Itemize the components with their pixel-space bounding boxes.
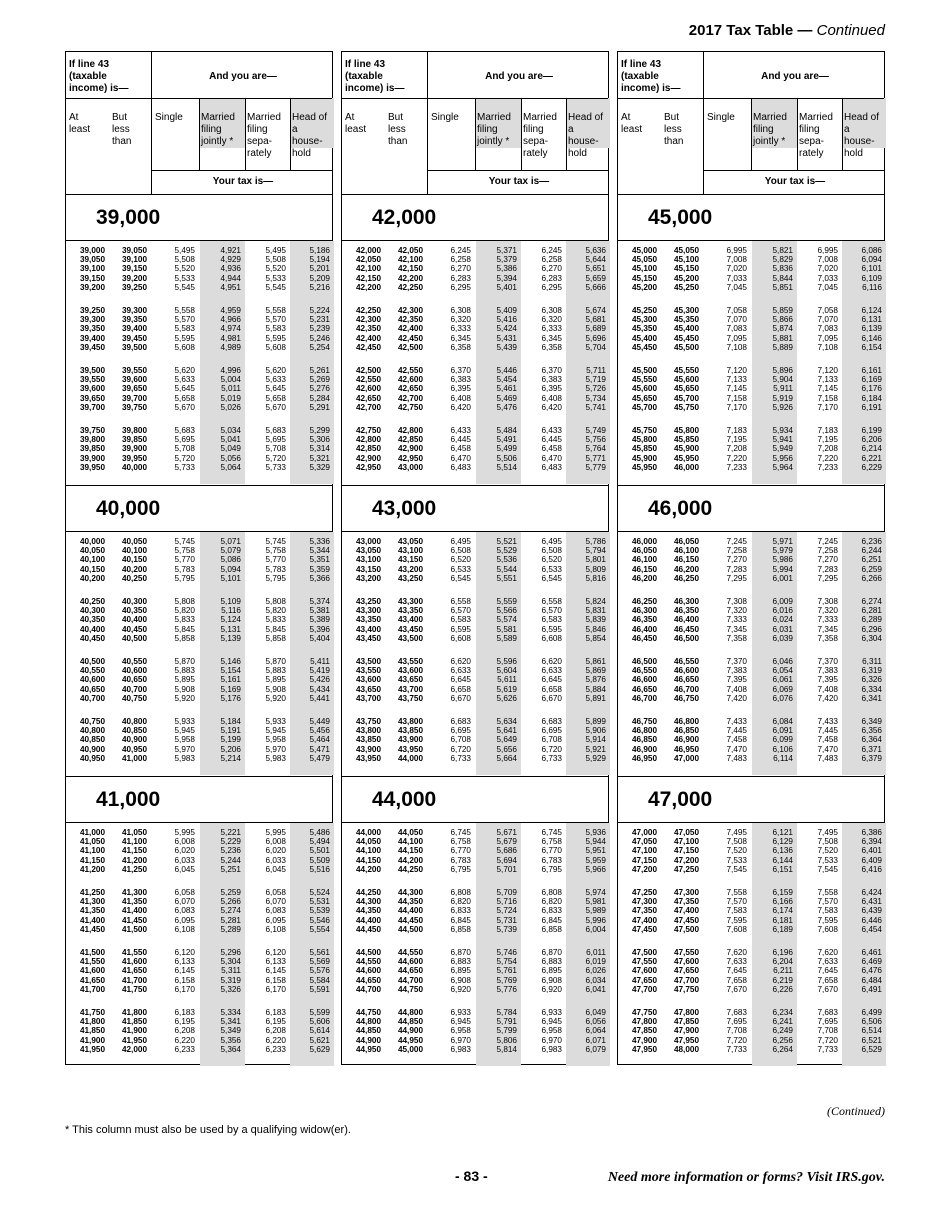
table-row: 39,200 39,250 5,545 4,951 5,545 5,216 [79, 282, 330, 292]
table-row: 43,800 43,850 6,695 5,641 6,695 5,906 [355, 726, 606, 736]
head-of-household-label: Head of a house- hold [568, 112, 604, 159]
table-row: 46,700 46,750 7,420 6,076 7,420 6,341 [631, 693, 882, 703]
table-row: 43,350 43,400 6,583 5,574 6,583 5,839 [355, 615, 606, 625]
table-row: 46,850 46,900 7,458 6,099 7,458 6,364 [631, 735, 882, 745]
page-number: - 83 - [455, 1168, 488, 1184]
table-row: 46,800 46,850 7,445 6,091 7,445 6,356 [631, 726, 882, 736]
table-row: 45,500 45,550 7,120 5,896 7,120 6,161 [631, 366, 882, 375]
your-tax-label: Your tax is— [212, 176, 274, 187]
table-row: 47,400 47,450 7,595 6,181 7,595 6,446 [631, 915, 882, 925]
table-row: 45,550 45,600 7,133 5,904 7,133 6,169 [631, 375, 882, 385]
table-row: 39,650 39,700 5,658 5,019 5,658 5,284 [79, 393, 330, 403]
table-row: 46,600 46,650 7,395 6,061 7,395 6,326 [631, 675, 882, 685]
table-row: 47,100 47,150 7,520 6,136 7,520 6,401 [631, 846, 882, 856]
table-row: 41,800 41,850 6,195 5,341 6,195 5,606 [79, 1017, 330, 1027]
tax-table-column [617, 51, 885, 1065]
table-row: 46,450 46,500 7,358 6,039 7,358 6,304 [631, 633, 882, 643]
and-you-are-label: And you are— [485, 71, 553, 82]
table-row: 41,750 41,800 6,183 5,334 6,183 5,599 [79, 1008, 330, 1017]
table-row: 46,000 46,050 7,245 5,971 7,245 6,236 [631, 537, 882, 546]
table-row: 47,150 47,200 7,533 6,144 7,533 6,409 [631, 855, 882, 865]
table-row: 42,500 42,550 6,370 5,446 6,370 5,711 [355, 366, 606, 375]
table-row: 41,450 41,500 6,108 5,289 6,108 5,554 [79, 924, 330, 934]
table-row: 45,850 45,900 7,208 5,949 7,208 6,214 [631, 444, 882, 454]
table-row: 42,250 42,300 6,308 5,409 6,308 5,674 [355, 306, 606, 315]
table-row: 44,300 44,350 6,820 5,716 6,820 5,981 [355, 897, 606, 907]
table-row: 47,300 47,350 7,570 6,166 7,570 6,431 [631, 897, 882, 907]
income-section [342, 195, 608, 486]
table-row: 41,250 41,300 6,058 5,259 6,058 5,524 [79, 888, 330, 897]
table-row: 43,550 43,600 6,633 5,604 6,633 5,869 [355, 666, 606, 676]
table-row: 40,250 40,300 5,808 5,109 5,808 5,374 [79, 597, 330, 606]
table-row: 45,700 45,750 7,170 5,926 7,170 6,191 [631, 402, 882, 412]
head-of-household-label: Head of a house- hold [844, 112, 880, 159]
table-row: 41,850 41,900 6,208 5,349 6,208 5,614 [79, 1026, 330, 1036]
but-less-label: But less than [388, 112, 408, 147]
table-row: 44,700 44,750 6,920 5,776 6,920 6,041 [355, 984, 606, 994]
table-row: 46,550 46,600 7,383 6,054 7,383 6,319 [631, 666, 882, 676]
table-row: 42,950 43,000 6,483 5,514 6,483 5,779 [355, 462, 606, 472]
table-row: 46,150 46,200 7,283 5,994 7,283 6,259 [631, 564, 882, 574]
column-header [66, 52, 332, 195]
at-least-label: At least [69, 112, 91, 135]
but-less-label: But less than [112, 112, 132, 147]
table-row: 45,900 45,950 7,220 5,956 7,220 6,221 [631, 453, 882, 463]
table-row: 39,150 39,200 5,533 4,944 5,533 5,209 [79, 273, 330, 283]
table-row: 39,800 39,850 5,695 5,041 5,695 5,306 [79, 435, 330, 445]
footnote: * This column must also be used by a qualifying widow(er). [65, 1124, 351, 1136]
single-label: Single [155, 112, 183, 123]
column-header [618, 52, 884, 195]
section-title: 41,000 [66, 777, 332, 823]
tax-table-column [65, 51, 333, 1065]
table-row: 43,400 43,450 6,595 5,581 6,595 5,846 [355, 624, 606, 634]
income-section [618, 486, 884, 777]
but-less-label: But less than [664, 112, 684, 147]
table-row: 42,450 42,500 6,358 5,439 6,358 5,704 [355, 342, 606, 352]
income-section [342, 777, 608, 1067]
table-row: 43,000 43,050 6,495 5,521 6,495 5,786 [355, 537, 606, 546]
table-row: 39,550 39,600 5,633 5,004 5,633 5,269 [79, 375, 330, 385]
table-row: 41,300 41,350 6,070 5,266 6,070 5,531 [79, 897, 330, 907]
table-row: 42,600 42,650 6,395 5,461 6,395 5,726 [355, 384, 606, 394]
section-title: 46,000 [618, 486, 884, 532]
table-row: 39,900 39,950 5,720 5,056 5,720 5,321 [79, 453, 330, 463]
table-row: 46,500 46,550 7,370 6,046 7,370 6,311 [631, 657, 882, 666]
page-header [689, 22, 885, 39]
table-row: 42,800 42,850 6,445 5,491 6,445 5,756 [355, 435, 606, 445]
table-row: 44,850 44,900 6,958 5,799 6,958 6,064 [355, 1026, 606, 1036]
table-row: 45,450 45,500 7,108 5,889 7,108 6,154 [631, 342, 882, 352]
and-you-are-label: And you are— [209, 71, 277, 82]
table-row: 43,900 43,950 6,720 5,656 6,720 5,921 [355, 744, 606, 754]
table-row: 44,650 44,700 6,908 5,769 6,908 6,034 [355, 975, 606, 985]
table-row: 46,400 46,450 7,345 6,031 7,345 6,296 [631, 624, 882, 634]
table-row: 42,100 42,150 6,270 5,386 6,270 5,651 [355, 264, 606, 274]
table-row: 41,550 41,600 6,133 5,304 6,133 5,569 [79, 957, 330, 967]
table-row: 42,650 42,700 6,408 5,469 6,408 5,734 [355, 393, 606, 403]
table-row: 40,600 40,650 5,895 5,161 5,895 5,426 [79, 675, 330, 685]
table-row: 40,900 40,950 5,970 5,206 5,970 5,471 [79, 744, 330, 754]
table-row: 45,100 45,150 7,020 5,836 7,020 6,101 [631, 264, 882, 274]
income-section [342, 486, 608, 777]
table-row: 40,500 40,550 5,870 5,146 5,870 5,411 [79, 657, 330, 666]
table-row: 45,350 45,400 7,083 5,874 7,083 6,139 [631, 324, 882, 334]
table-row: 45,250 45,300 7,058 5,859 7,058 6,124 [631, 306, 882, 315]
and-you-are-label: And you are— [761, 71, 829, 82]
table-row: 44,900 44,950 6,970 5,806 6,970 6,071 [355, 1035, 606, 1045]
table-row: 47,650 47,700 7,658 6,219 7,658 6,484 [631, 975, 882, 985]
table-row: 46,100 46,150 7,270 5,986 7,270 6,251 [631, 555, 882, 565]
table-row: 40,700 40,750 5,920 5,176 5,920 5,441 [79, 693, 330, 703]
table-title-continued: Continued [816, 22, 885, 39]
married-jointly-label: Married filing jointly * [477, 112, 511, 147]
table-row: 42,550 42,600 6,383 5,454 6,383 5,719 [355, 375, 606, 385]
table-row: 40,400 40,450 5,845 5,131 5,845 5,396 [79, 624, 330, 634]
table-row: 39,700 39,750 5,670 5,026 5,670 5,291 [79, 402, 330, 412]
table-row: 43,450 43,500 6,608 5,589 6,608 5,854 [355, 633, 606, 643]
section-title: 44,000 [342, 777, 608, 823]
table-row: 39,450 39,500 5,608 4,989 5,608 5,254 [79, 342, 330, 352]
table-row: 44,050 44,100 6,758 5,679 6,758 5,944 [355, 837, 606, 847]
table-row: 39,000 39,050 5,495 4,921 5,495 5,186 [79, 246, 330, 255]
table-row: 39,400 39,450 5,595 4,981 5,595 5,246 [79, 333, 330, 343]
table-row: 42,200 42,250 6,295 5,401 6,295 5,666 [355, 282, 606, 292]
table-row: 39,050 39,100 5,508 4,929 5,508 5,194 [79, 255, 330, 265]
table-row: 40,550 40,600 5,883 5,154 5,883 5,419 [79, 666, 330, 676]
table-row: 46,200 46,250 7,295 6,001 7,295 6,266 [631, 573, 882, 583]
table-row: 41,050 41,100 6,008 5,229 6,008 5,494 [79, 837, 330, 847]
income-section [66, 777, 332, 1067]
table-title: 2017 Tax Table — [688, 22, 817, 39]
if-line-label: If line 43 (taxable income) is— [621, 59, 681, 94]
table-row: 41,100 41,150 6,020 5,236 6,020 5,501 [79, 846, 330, 856]
table-row: 43,850 43,900 6,708 5,649 6,708 5,914 [355, 735, 606, 745]
section-title: 42,000 [342, 195, 608, 241]
table-row: 40,350 40,400 5,833 5,124 5,833 5,389 [79, 615, 330, 625]
table-row: 47,600 47,650 7,645 6,211 7,645 6,476 [631, 966, 882, 976]
table-row: 39,950 40,000 5,733 5,064 5,733 5,329 [79, 462, 330, 472]
table-row: 45,000 45,050 6,995 5,821 6,995 6,086 [631, 246, 882, 255]
table-row: 46,750 46,800 7,433 6,084 7,433 6,349 [631, 717, 882, 726]
table-row: 41,000 41,050 5,995 5,221 5,995 5,486 [79, 828, 330, 837]
table-row: 40,950 41,000 5,983 5,214 5,983 5,479 [79, 753, 330, 763]
table-row: 40,000 40,050 5,745 5,071 5,745 5,336 [79, 537, 330, 546]
table-row: 44,100 44,150 6,770 5,686 6,770 5,951 [355, 846, 606, 856]
tax-table-column [341, 51, 609, 1065]
income-section [66, 195, 332, 486]
table-row: 47,000 47,050 7,495 6,121 7,495 6,386 [631, 828, 882, 837]
your-tax-label: Your tax is— [488, 176, 550, 187]
income-section [618, 195, 884, 486]
table-row: 41,500 41,550 6,120 5,296 6,120 5,561 [79, 948, 330, 957]
married-jointly-label: Married filing jointly * [753, 112, 787, 147]
table-row: 39,850 39,900 5,708 5,049 5,708 5,314 [79, 444, 330, 454]
table-row: 44,600 44,650 6,895 5,761 6,895 6,026 [355, 966, 606, 976]
table-row: 45,150 45,200 7,033 5,844 7,033 6,109 [631, 273, 882, 283]
section-title: 45,000 [618, 195, 884, 241]
column-header [342, 52, 608, 195]
table-row: 44,500 44,550 6,870 5,746 6,870 6,011 [355, 948, 606, 957]
table-row: 47,750 47,800 7,683 6,234 7,683 6,499 [631, 1008, 882, 1017]
table-row: 46,300 46,350 7,320 6,016 7,320 6,281 [631, 606, 882, 616]
table-row: 45,200 45,250 7,045 5,851 7,045 6,116 [631, 282, 882, 292]
table-row: 46,900 46,950 7,470 6,106 7,470 6,371 [631, 744, 882, 754]
table-row: 42,050 42,100 6,258 5,379 6,258 5,644 [355, 255, 606, 265]
table-row: 41,700 41,750 6,170 5,326 6,170 5,591 [79, 984, 330, 994]
at-least-label: At least [345, 112, 367, 135]
single-label: Single [707, 112, 735, 123]
table-row: 40,300 40,350 5,820 5,116 5,820 5,381 [79, 606, 330, 616]
table-row: 43,650 43,700 6,658 5,619 6,658 5,884 [355, 684, 606, 694]
table-row: 44,800 44,850 6,945 5,791 6,945 6,056 [355, 1017, 606, 1027]
table-row: 40,650 40,700 5,908 5,169 5,908 5,434 [79, 684, 330, 694]
table-row: 43,750 43,800 6,683 5,634 6,683 5,899 [355, 717, 606, 726]
table-row: 47,800 47,850 7,695 6,241 7,695 6,506 [631, 1017, 882, 1027]
married-separately-label: Married filing sepa- rately [247, 112, 281, 159]
table-row: 40,150 40,200 5,783 5,094 5,783 5,359 [79, 564, 330, 574]
table-row: 42,900 42,950 6,470 5,506 6,470 5,771 [355, 453, 606, 463]
table-row: 42,850 42,900 6,458 5,499 6,458 5,764 [355, 444, 606, 454]
table-row: 39,350 39,400 5,583 4,974 5,583 5,239 [79, 324, 330, 334]
table-row: 42,400 42,450 6,345 5,431 6,345 5,696 [355, 333, 606, 343]
table-row: 45,950 46,000 7,233 5,964 7,233 6,229 [631, 462, 882, 472]
table-row: 47,550 47,600 7,633 6,204 7,633 6,469 [631, 957, 882, 967]
table-row: 47,950 48,000 7,733 6,264 7,733 6,529 [631, 1044, 882, 1054]
section-title: 43,000 [342, 486, 608, 532]
table-row: 43,300 43,350 6,570 5,566 6,570 5,831 [355, 606, 606, 616]
section-title: 47,000 [618, 777, 884, 823]
if-line-label: If line 43 (taxable income) is— [69, 59, 129, 94]
table-row: 40,100 40,150 5,770 5,086 5,770 5,351 [79, 555, 330, 565]
table-row: 44,350 44,400 6,833 5,724 6,833 5,989 [355, 906, 606, 916]
table-row: 41,900 41,950 6,220 5,356 6,220 5,621 [79, 1035, 330, 1045]
at-least-label: At least [621, 112, 643, 135]
table-row: 43,200 43,250 6,545 5,551 6,545 5,816 [355, 573, 606, 583]
if-line-label: If line 43 (taxable income) is— [345, 59, 405, 94]
table-row: 46,050 46,100 7,258 5,979 7,258 6,244 [631, 546, 882, 556]
table-row: 45,300 45,350 7,070 5,866 7,070 6,131 [631, 315, 882, 325]
table-row: 42,350 42,400 6,333 5,424 6,333 5,689 [355, 324, 606, 334]
table-row: 47,350 47,400 7,583 6,174 7,583 6,439 [631, 906, 882, 916]
table-row: 40,450 40,500 5,858 5,139 5,858 5,404 [79, 633, 330, 643]
single-label: Single [431, 112, 459, 123]
table-row: 47,850 47,900 7,708 6,249 7,708 6,514 [631, 1026, 882, 1036]
table-row: 43,250 43,300 6,558 5,559 6,558 5,824 [355, 597, 606, 606]
table-row: 41,200 41,250 6,045 5,251 6,045 5,516 [79, 864, 330, 874]
section-title: 40,000 [66, 486, 332, 532]
table-row: 39,600 39,650 5,645 5,011 5,645 5,276 [79, 384, 330, 394]
table-row: 43,700 43,750 6,670 5,626 6,670 5,891 [355, 693, 606, 703]
table-row: 40,750 40,800 5,933 5,184 5,933 5,449 [79, 717, 330, 726]
table-row: 41,650 41,700 6,158 5,319 6,158 5,584 [79, 975, 330, 985]
table-row: 41,950 42,000 6,233 5,364 6,233 5,629 [79, 1044, 330, 1054]
table-row: 44,200 44,250 6,795 5,701 6,795 5,966 [355, 864, 606, 874]
table-row: 47,450 47,500 7,608 6,189 7,608 6,454 [631, 924, 882, 934]
married-separately-label: Married filing sepa- rately [799, 112, 833, 159]
table-row: 40,200 40,250 5,795 5,101 5,795 5,366 [79, 573, 330, 583]
table-row: 47,250 47,300 7,558 6,159 7,558 6,424 [631, 888, 882, 897]
table-row: 41,350 41,400 6,083 5,274 6,083 5,539 [79, 906, 330, 916]
table-row: 44,550 44,600 6,883 5,754 6,883 6,019 [355, 957, 606, 967]
table-row: 41,400 41,450 6,095 5,281 6,095 5,546 [79, 915, 330, 925]
table-row: 40,850 40,900 5,958 5,199 5,958 5,464 [79, 735, 330, 745]
head-of-household-label: Head of a house- hold [292, 112, 328, 159]
table-row: 45,750 45,800 7,183 5,934 7,183 6,199 [631, 426, 882, 435]
table-row: 47,050 47,100 7,508 6,129 7,508 6,394 [631, 837, 882, 847]
table-row: 46,350 46,400 7,333 6,024 7,333 6,289 [631, 615, 882, 625]
table-row: 47,200 47,250 7,545 6,151 7,545 6,416 [631, 864, 882, 874]
table-row: 45,050 45,100 7,008 5,829 7,008 6,094 [631, 255, 882, 265]
table-row: 40,800 40,850 5,945 5,191 5,945 5,456 [79, 726, 330, 736]
married-separately-label: Married filing sepa- rately [523, 112, 557, 159]
table-row: 46,650 46,700 7,408 6,069 7,408 6,334 [631, 684, 882, 694]
table-row: 47,900 47,950 7,720 6,256 7,720 6,521 [631, 1035, 882, 1045]
income-section [618, 777, 884, 1067]
table-row: 41,150 41,200 6,033 5,244 6,033 5,509 [79, 855, 330, 865]
table-row: 42,700 42,750 6,420 5,476 6,420 5,741 [355, 402, 606, 412]
table-row: 43,500 43,550 6,620 5,596 6,620 5,861 [355, 657, 606, 666]
table-row: 42,000 42,050 6,245 5,371 6,245 5,636 [355, 246, 606, 255]
table-row: 43,050 43,100 6,508 5,529 6,508 5,794 [355, 546, 606, 556]
table-row: 43,100 43,150 6,520 5,536 6,520 5,801 [355, 555, 606, 565]
income-section [66, 486, 332, 777]
table-row: 45,650 45,700 7,158 5,919 7,158 6,184 [631, 393, 882, 403]
table-row: 40,050 40,100 5,758 5,079 5,758 5,344 [79, 546, 330, 556]
table-row: 39,750 39,800 5,683 5,034 5,683 5,299 [79, 426, 330, 435]
table-row: 45,800 45,850 7,195 5,941 7,195 6,206 [631, 435, 882, 445]
table-row: 44,950 45,000 6,983 5,814 6,983 6,079 [355, 1044, 606, 1054]
table-row: 47,500 47,550 7,620 6,196 7,620 6,461 [631, 948, 882, 957]
table-row: 45,600 45,650 7,145 5,911 7,145 6,176 [631, 384, 882, 394]
table-row: 44,450 44,500 6,858 5,739 6,858 6,004 [355, 924, 606, 934]
your-tax-label: Your tax is— [764, 176, 826, 187]
table-row: 43,150 43,200 6,533 5,544 6,533 5,809 [355, 564, 606, 574]
married-jointly-label: Married filing jointly * [201, 112, 235, 147]
table-row: 43,950 44,000 6,733 5,664 6,733 5,929 [355, 753, 606, 763]
table-row: 42,300 42,350 6,320 5,416 6,320 5,681 [355, 315, 606, 325]
more-info-link-text: Need more information or forms? Visit IRS.gov. [607, 1170, 885, 1185]
table-row: 44,400 44,450 6,845 5,731 6,845 5,996 [355, 915, 606, 925]
table-row: 39,500 39,550 5,620 4,996 5,620 5,261 [79, 366, 330, 375]
tax-table [65, 51, 885, 1067]
table-row: 41,600 41,650 6,145 5,311 6,145 5,576 [79, 966, 330, 976]
table-row: 39,100 39,150 5,520 4,936 5,520 5,201 [79, 264, 330, 274]
table-row: 44,250 44,300 6,808 5,709 6,808 5,974 [355, 888, 606, 897]
table-row: 43,600 43,650 6,645 5,611 6,645 5,876 [355, 675, 606, 685]
table-row: 46,250 46,300 7,308 6,009 7,308 6,274 [631, 597, 882, 606]
table-row: 47,700 47,750 7,670 6,226 7,670 6,491 [631, 984, 882, 994]
table-row: 46,950 47,000 7,483 6,114 7,483 6,379 [631, 753, 882, 763]
table-row: 42,750 42,800 6,433 5,484 6,433 5,749 [355, 426, 606, 435]
continued-note: (Continued) [827, 1104, 885, 1118]
table-row: 39,300 39,350 5,570 4,966 5,570 5,231 [79, 315, 330, 325]
table-row: 39,250 39,300 5,558 4,959 5,558 5,224 [79, 306, 330, 315]
table-row: 44,750 44,800 6,933 5,784 6,933 6,049 [355, 1008, 606, 1017]
table-row: 44,150 44,200 6,783 5,694 6,783 5,959 [355, 855, 606, 865]
table-row: 45,400 45,450 7,095 5,881 7,095 6,146 [631, 333, 882, 343]
section-title: 39,000 [66, 195, 332, 241]
table-row: 44,000 44,050 6,745 5,671 6,745 5,936 [355, 828, 606, 837]
table-row: 42,150 42,200 6,283 5,394 6,283 5,659 [355, 273, 606, 283]
